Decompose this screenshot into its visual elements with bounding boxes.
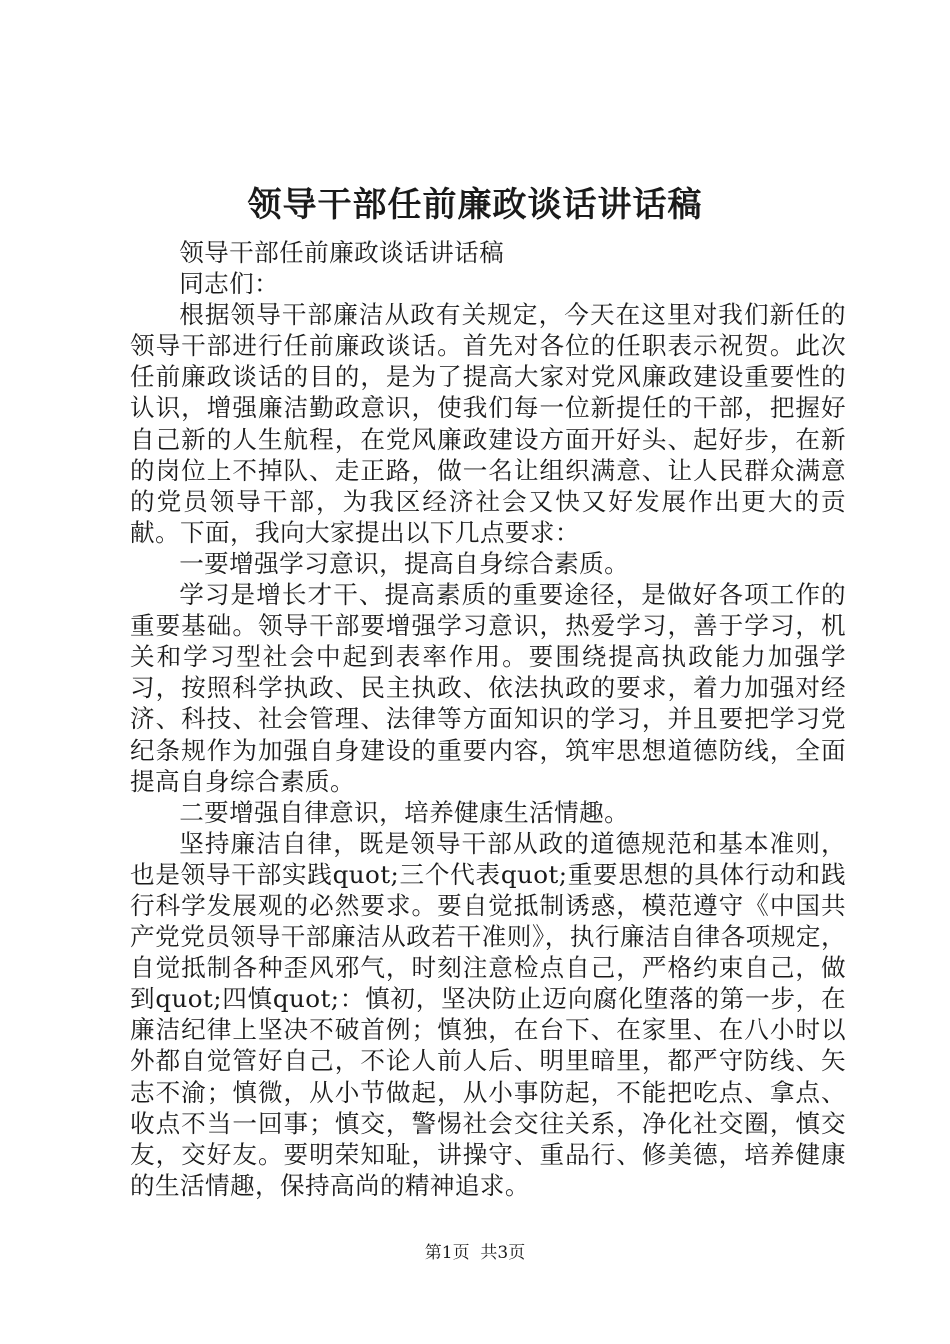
paragraph-intro: 根据领导干部廉洁从政有关规定，今天在这里对我们新任的领导干部进行任前廉政谈话。首先对各位的任职表示祝贺。此次任前廉政谈话的目的，是为了提高大家对党风廉政建设重要性的认识，增强廉洁勤政意识，使我们每一位新提任的干部，把握好自己新的人生航程，在党风廉政建设方面开好头、起好步，在新的岗位上不掉队、走正路，做一名让组织满意、让人民群众满意的党员领导干部，为我区经济社会又快又好发展作出更大的贡献。下面，我向大家提出以下几点要求： [130,300,846,547]
paragraph-salutation: 同志们： [179,269,280,299]
page-footer [0,1242,950,1264]
document-body [130,237,846,1201]
paragraph-study: 学习是增长才干、提高素质的重要途径，是做好各项工作的重要基础。领导干部要增强学习意识，热爱学习，善于学习，机关和学习型社会中起到表率作用。要围绕提高执政能力加强学习，按照科学执政、民主执政、依法执政的要求，着力加强对经济、科技、社会管理、法律等方面知识的学习，并且要把学习党纪条规作为加强自身建设的重要内容，筑牢思想道德防线，全面提高自身综合素质。 [130,580,846,796]
page-number-current: 第1页 [424,1243,470,1263]
document-title: 领导干部任前廉政谈话讲话稿 [247,185,703,225]
paragraph-heading-1: 一要增强学习意识，提高自身综合素质。 [179,548,630,578]
paragraph-self-discipline: 坚持廉洁自律，既是领导干部从政的道德规范和基本准则，也是领导干部实践quot;三个代表quot;重要思想的具体行动和践行科学发展观的必然要求。要自觉抵制诱惑，模范遵守《中国共产党党员领导干部廉洁从政若干准则》，执行廉洁自律各项规定，自觉抵制各种歪风邪气，时刻注意检点自己，严格约束自己，做到quot;四慎quot;：慎初，坚决防止迈向腐化堕落的第一步，在廉洁纪律上坚决不破首例；慎独，在台下、在家里、在八小时以外都自觉管好自己，不论人前人后、明里暗里，都严守防线、矢志不渝；慎微，从小节做起，从小事防起，不能把吃点、拿点、收点不当一回事；慎交，警惕社会交往关系，净化社交圈，慎交友，交好友。要明荣知耻，讲操守、重品行、修美德，培养健康的生活情趣，保持高尚的精神追求。 [130,828,846,1200]
paragraph-heading-2: 二要增强自律意识，培养健康生活情趣。 [179,797,630,827]
paragraph-subtitle: 领导干部任前廉政谈话讲话稿 [179,238,505,267]
page-number-total: 共3页 [480,1243,526,1263]
